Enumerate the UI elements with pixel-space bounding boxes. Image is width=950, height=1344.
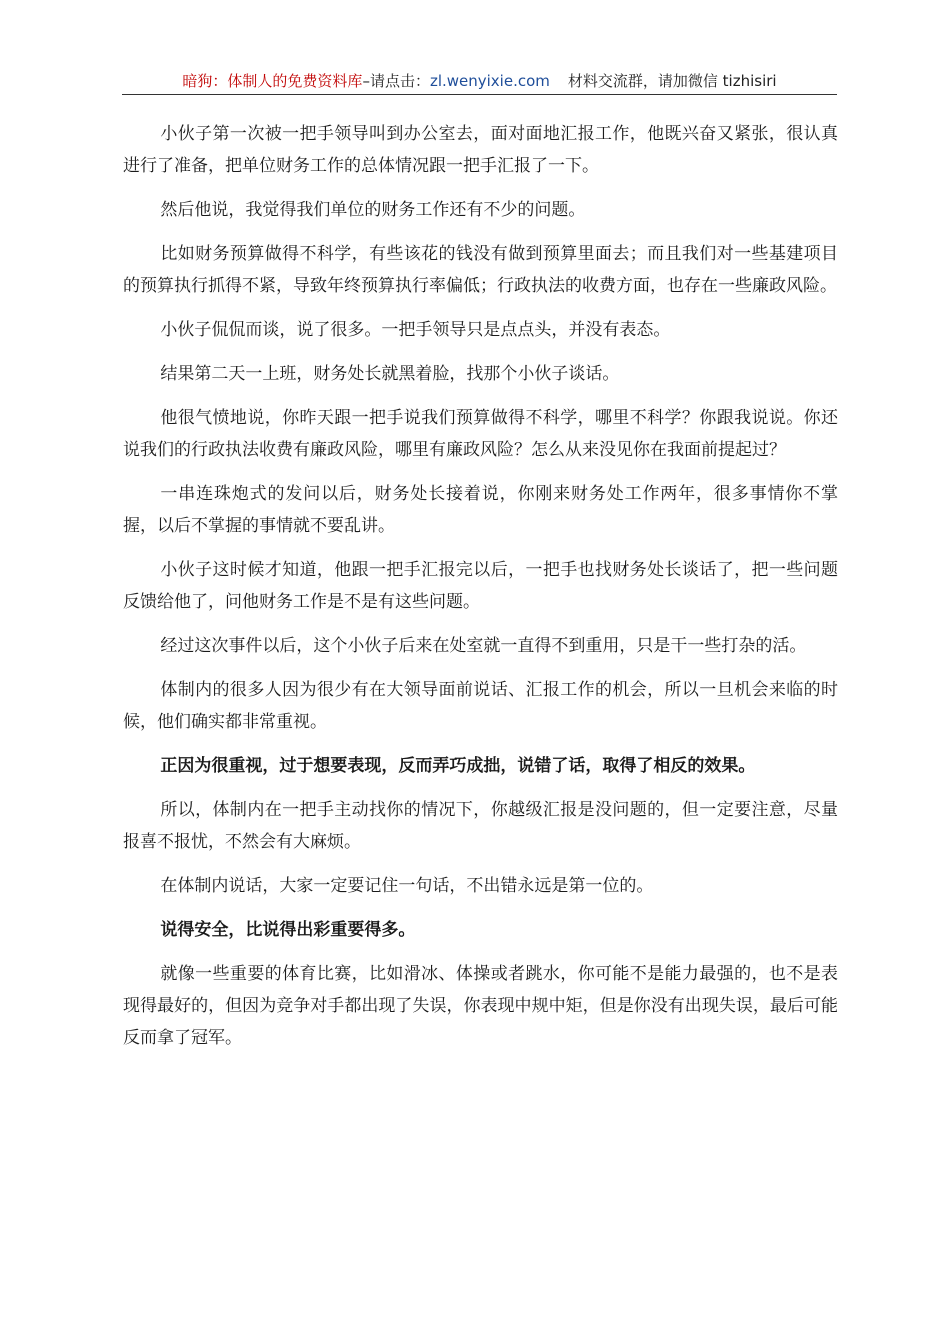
paragraph: 体制内的很多人因为很少有在大领导面前说话、汇报工作的机会，所以一旦机会来临的时候，他们确实都非常重视。 <box>123 680 838 732</box>
header-brand: 暗狗：体制人的免费资料库 <box>182 72 363 90</box>
article-body <box>123 118 838 1066</box>
paragraph: 然后他说，我觉得我们单位的财务工作还有不少的问题。 <box>160 200 586 220</box>
emphasis-paragraph: 正因为很重视，过于想要表现，反而弄巧成拙，说错了话，取得了相反的效果。 <box>160 756 756 776</box>
header-group-note: 材料交流群，请加微信 tizhisiri <box>567 72 777 90</box>
paragraph: 他很气愤地说，你昨天跟一把手说我们预算做得不科学，哪里不科学？你跟我说说。你还说我们的行政执法收费有廉政风险，哪里有廉政风险？怎么从来没见你在我面前提起过？ <box>123 408 838 460</box>
paragraph: 一串连珠炮式的发问以后，财务处长接着说，你刚来财务处工作两年，很多事情你不掌握，以后不掌握的事情就不要乱讲。 <box>123 484 838 536</box>
page-header <box>122 70 837 95</box>
paragraph: 小伙子这时候才知道，他跟一把手汇报完以后，一把手也找财务处长谈话了，把一些问题反馈给他了，问他财务工作是不是有这些问题。 <box>123 560 838 612</box>
paragraph: 就像一些重要的体育比赛，比如滑冰、体操或者跳水，你可能不是能力最强的，也不是表现得最好的，但因为竞争对手都出现了失误，你表现中规中矩，但是你没有出现失误，最后可能反而拿了冠军。 <box>123 964 838 1048</box>
header-prompt: –请点击： <box>362 72 430 90</box>
header-link[interactable]: zl.wenyixie.com <box>429 72 550 90</box>
paragraph: 经过这次事件以后，这个小伙子后来在处室就一直得不到重用，只是干一些打杂的活。 <box>160 636 807 656</box>
paragraph: 小伙子第一次被一把手领导叫到办公室去，面对面地汇报工作，他既兴奋又紧张，很认真进行了准备，把单位财务工作的总体情况跟一把手汇报了一下。 <box>123 124 838 176</box>
paragraph: 结果第二天一上班，财务处长就黑着脸，找那个小伙子谈话。 <box>160 364 620 384</box>
paragraph: 所以，体制内在一把手主动找你的情况下，你越级汇报是没问题的，但一定要注意，尽量报喜不报忧，不然会有大麻烦。 <box>123 800 838 852</box>
paragraph: 小伙子侃侃而谈，说了很多。一把手领导只是点点头，并没有表态。 <box>160 320 671 340</box>
paragraph: 比如财务预算做得不科学，有些该花的钱没有做到预算里面去；而且我们对一些基建项目的预算执行抓得不紧，导致年终预算执行率偏低；行政执法的收费方面，也存在一些廉政风险。 <box>123 244 838 296</box>
emphasis-paragraph: 说得安全，比说得出彩重要得多。 <box>160 920 416 940</box>
paragraph: 在体制内说话，大家一定要记住一句话，不出错永远是第一位的。 <box>160 876 654 896</box>
